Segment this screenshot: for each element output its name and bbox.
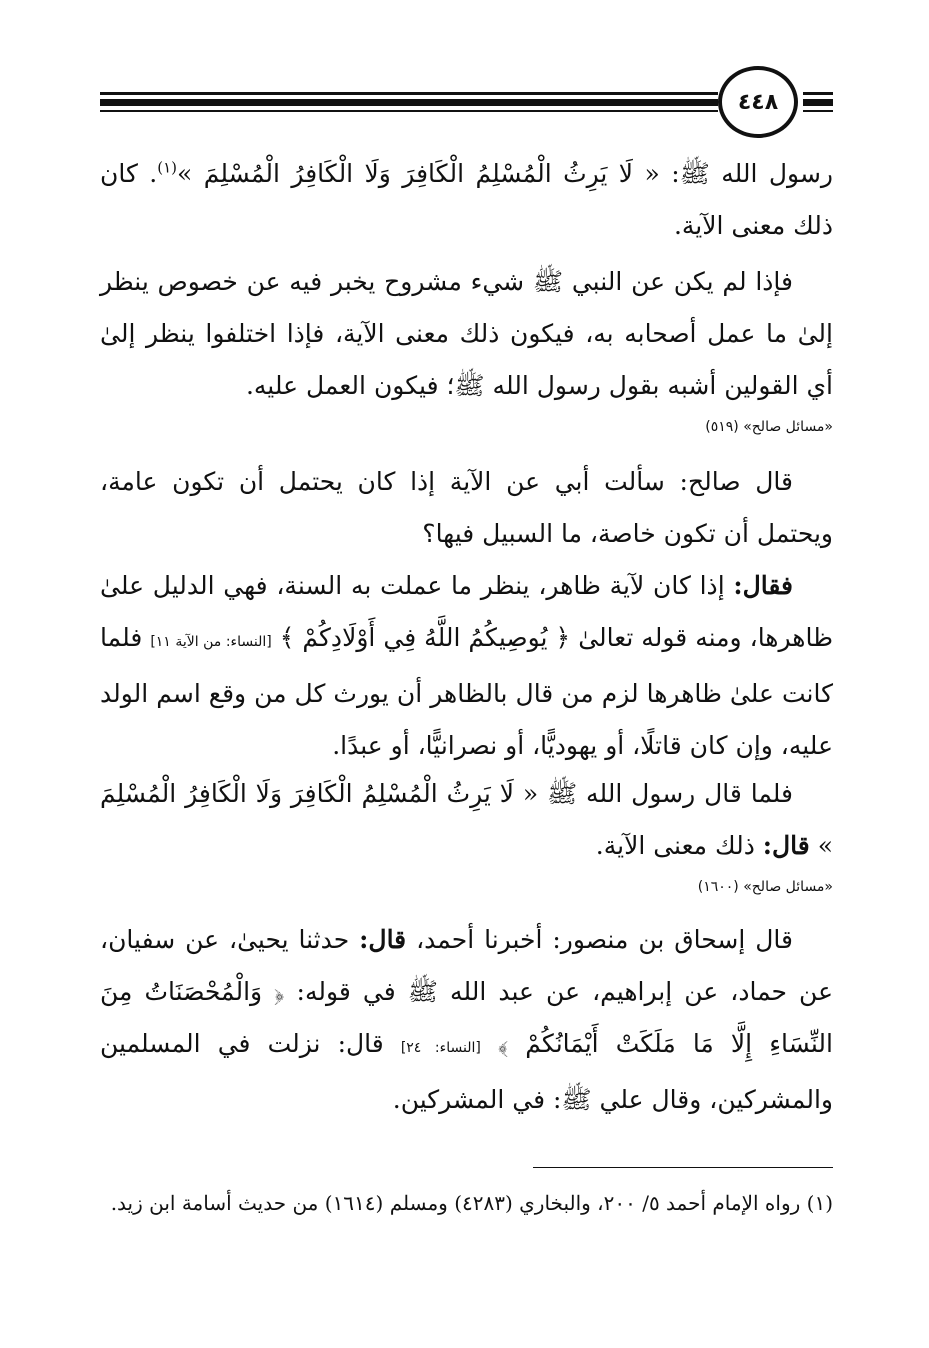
footnote-text: رواه الإمام أحمد ٥/ ٢٠٠، والبخاري (٤٢٨٣) ومسلم (١٦١٤) من حديث أسامة ابن زيد.: [110, 1191, 801, 1215]
header-rule-right: [803, 92, 833, 114]
paragraph-6: [100, 914, 833, 1126]
source-citation-1: «مسائل صالح» (٥١٩): [705, 419, 833, 435]
paragraph-5: [100, 768, 833, 872]
paragraph-6-text-c: قال: نزلت في المسلمين والمشركين، وقال علي ﷺ: في المشركين.: [100, 1029, 833, 1114]
paragraph-2-text: فإذا لم يكن عن النبي ﷺ شيء مشروح يخبر فيه عن خصوص ينظر إلىٰ ما عمل أصحابه به، فيكون ذلك معنى الآية، فإذا اختلفوا ينظر إلىٰ أي القولين أشبه بقول رسول الله ﷺ؛ فيكون العمل عليه.: [100, 267, 833, 400]
paragraph-5-label: قال:: [762, 831, 810, 860]
paragraph-4-text-a: إذا كان لآية ظاهر، ينظر ما عملت به السنة، فهي الدليل علىٰ ظاهرها، ومنه قوله تعالىٰ ﴿ يُوصِيكُمُ اللَّهُ فِي أَوْلَادِكُمْ ﴾: [100, 571, 833, 652]
header-rule-left: [100, 92, 718, 114]
footnote: [100, 1183, 833, 1223]
quran-reference-1: [النساء: من الآية ١١]: [150, 634, 272, 650]
paragraph-2: [100, 256, 833, 412]
paragraph-3-text: قال صالح: سألت أبي عن الآية إذا كان يحتمل أن تكون عامة، ويحتمل أن تكون خاصة، ما السبيل فيها؟: [100, 467, 833, 548]
paragraph-3: [100, 456, 833, 560]
paragraph-1: [100, 148, 833, 252]
paragraph-6-text-b: حدثنا يحيىٰ، عن سفيان، عن حماد، عن إبراهيم، عن عبد الله ﷺ في قوله: ﴿ وَالْمُحْصَنَاتُ مِنَ النِّسَاءِ إِلَّا مَا مَلَكَتْ أَيْمَانُكُمْ ﴾: [100, 925, 833, 1058]
paragraph-6-text-a: قال إسحاق بن منصور: أخبرنا أحمد،: [406, 925, 793, 954]
quran-reference-2: [النساء: ٢٤]: [400, 1040, 481, 1056]
paragraph-6-label: قال:: [359, 925, 407, 954]
paragraph-5-text-b: ذلك معنى الآية.: [595, 831, 763, 860]
footnote-marker: (١): [157, 158, 178, 177]
paragraph-4-text-b: فلما كانت علىٰ ظاهرها لزم من قال بالظاهر أن يورث كل من وقع اسم الولد عليه، وإن كان قاتلًا، أو يهوديًّا، أو نصرانيًّا، أو عبدًا.: [100, 623, 833, 760]
paragraph-4: [100, 560, 833, 772]
page-number: ٤٤٨: [718, 66, 798, 138]
footnote-number: (١): [806, 1191, 833, 1215]
paragraph-4-label: فقال:: [733, 571, 793, 600]
footnote-separator: [533, 1167, 833, 1168]
source-citation-2: «مسائل صالح» (١٦٠٠): [697, 879, 833, 895]
paragraph-1-text-b: . كان ذلك معنى الآية.: [100, 159, 833, 240]
paragraph-1-text-a: رسول الله ﷺ: « لَا يَرِثُ الْمُسْلِمُ الْكَافِرَ وَلَا الْكَافِرُ الْمُسْلِمَ »: [177, 159, 833, 188]
paragraph-5-text: فلما قال رسول الله ﷺ « لَا يَرِثُ الْمُسْلِمُ الْكَافِرَ وَلَا الْكَافِرُ الْمُسْلِمَ »: [100, 779, 833, 860]
